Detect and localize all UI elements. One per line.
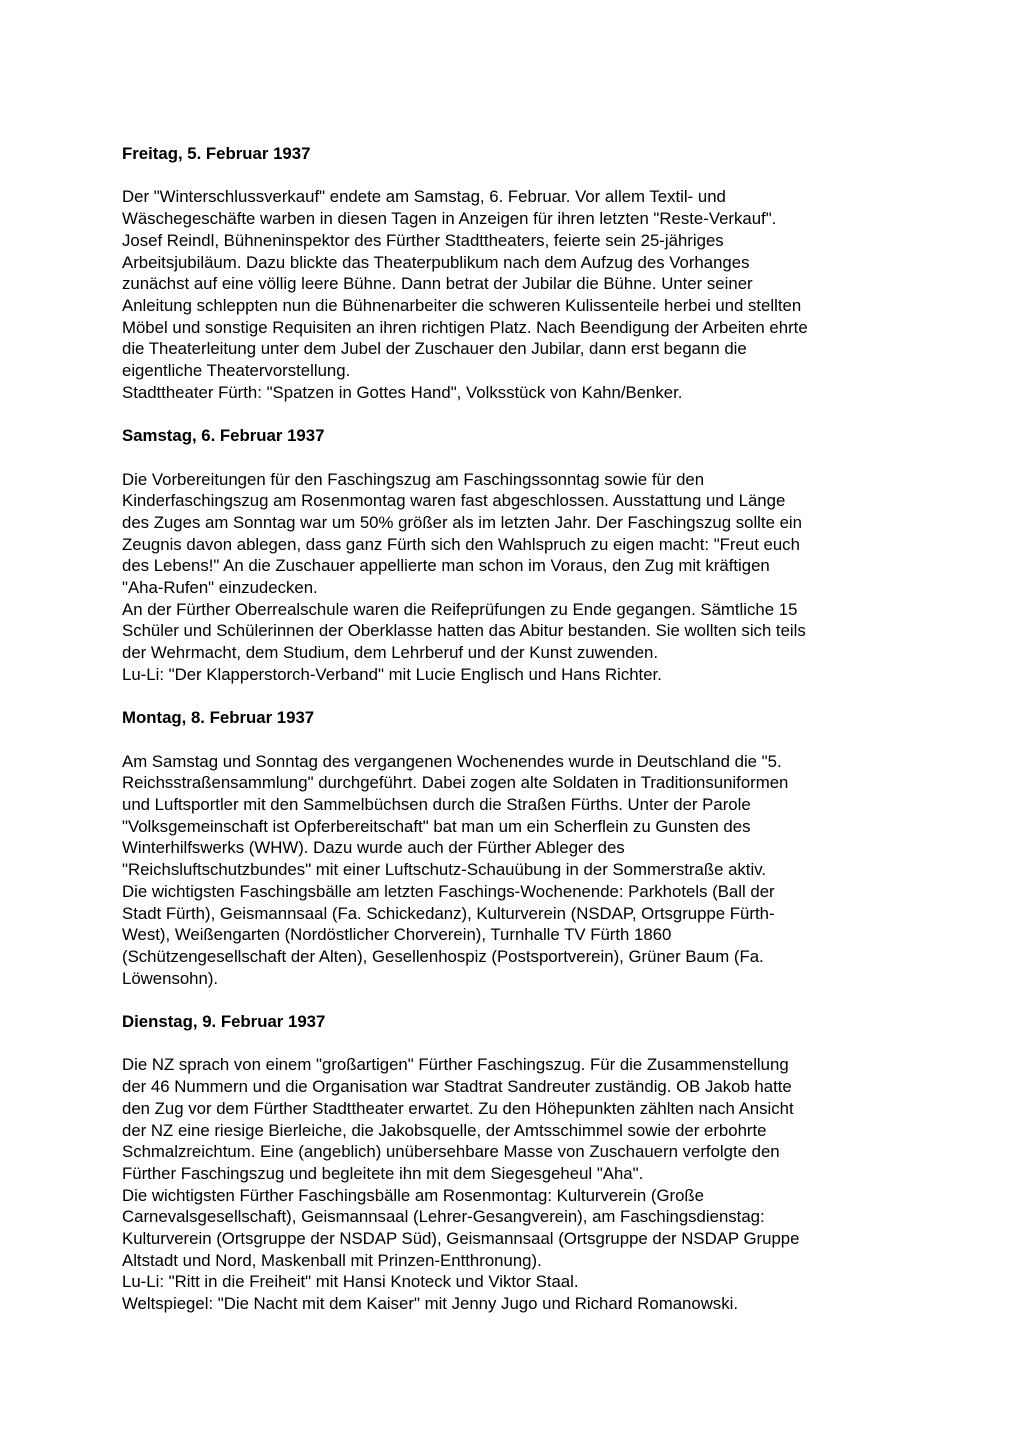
entry-heading: Freitag, 5. Februar 1937	[122, 144, 311, 163]
text-line: Schmalzreichtum. Eine (angeblich) unübersehbare Masse von Zuschauern verfolgte den	[122, 1142, 780, 1162]
entry-section	[122, 1011, 922, 1315]
text-line: und Luftsportler mit den Sammelbüchsen durch die Straßen Fürths. Unter der Parole	[122, 795, 751, 815]
text-line: Altstadt und Nord, Maskenball mit Prinzen-Entthronung).	[122, 1250, 542, 1270]
text-line: Fürther Faschingszug und begleitete ihn mit dem Siegesgeheul "Aha".	[122, 1163, 644, 1183]
text-line: Der "Winterschlussverkauf" endete am Samstag, 6. Februar. Vor allem Textil- und	[122, 187, 726, 207]
text-line: Josef Reindl, Bühneninspektor des Fürther Stadttheaters, feierte sein 25-jähriges	[122, 230, 724, 250]
text-line: des Lebens!" An die Zuschauer appellierte man schon im Voraus, den Zug mit kräftigen	[122, 556, 770, 576]
text-line: Die NZ sprach von einem "großartigen" Fürther Faschingszug. Für die Zusammenstellung	[122, 1055, 789, 1075]
entry-body	[122, 1054, 922, 1314]
text-line: Möbel und sonstige Requisiten an ihren richtigen Platz. Nach Beendigung der Arbeiten ehrte	[122, 317, 808, 337]
text-line: die Theaterleitung unter dem Jubel der Zuschauer den Jubilar, dann erst begann die	[122, 339, 747, 359]
text-line: West), Weißengarten (Nordöstlicher Chorverein), Turnhalle TV Fürth 1860	[122, 925, 672, 945]
text-line: Lu-Li: "Der Klapperstorch-Verband" mit Lucie Englisch und Hans Richter.	[122, 664, 662, 684]
text-line: "Volksgemeinschaft ist Opferbereitschaft" bat man um ein Scherflein zu Gunsten des	[122, 816, 751, 836]
text-line: Die wichtigsten Fürther Faschingsbälle am Rosenmontag: Kulturverein (Große	[122, 1185, 705, 1205]
text-line: Reichsstraßensammlung" durchgeführt. Dabei zogen alte Soldaten in Traditionsuniformen	[122, 773, 789, 793]
text-line: Zeugnis davon ablegen, dass ganz Fürth sich den Wahlspruch zu eigen macht: "Freut euch	[122, 534, 800, 554]
text-line: der Wehrmacht, dem Studium, dem Lehrberuf und der Kunst zuwenden.	[122, 643, 659, 663]
text-line: (Schützengesellschaft der Alten), Gesellenhospiz (Postsportverein), Grüner Baum (Fa.	[122, 946, 764, 966]
text-line: Stadt Fürth), Geismannsaal (Fa. Schickedanz), Kulturverein (NSDAP, Ortsgruppe Fürth-	[122, 903, 775, 923]
text-line: Am Samstag und Sonntag des vergangenen Wochenendes wurde in Deutschland die "5.	[122, 751, 782, 771]
text-line: Schüler und Schülerinnen der Oberklasse hatten das Abitur bestanden. Sie wollten sich teils	[122, 621, 806, 641]
entry-section	[122, 707, 922, 989]
text-line: An der Fürther Oberrealschule waren die Reifeprüfungen zu Ende gegangen. Sämtliche 15	[122, 599, 798, 619]
text-line: Carnevalsgesellschaft), Geismannsaal (Lehrer-Gesangverein), am Faschingsdienstag:	[122, 1207, 765, 1227]
text-line: Weltspiegel: "Die Nacht mit dem Kaiser" mit Jenny Jugo und Richard Romanowski.	[122, 1294, 738, 1314]
entry-body	[122, 751, 922, 990]
entry-section	[122, 143, 922, 403]
text-line: Winterhilfswerks (WHW). Dazu wurde auch der Fürther Ableger des	[122, 838, 625, 858]
entry-heading: Dienstag, 9. Februar 1937	[122, 1012, 326, 1032]
text-line: "Reichsluftschutzbundes" mit einer Luftschutz-Schauübung in der Sommerstraße aktiv.	[122, 860, 766, 880]
text-line: der 46 Nummern und die Organisation war Stadtrat Sandreuter zuständig. OB Jakob hatte	[122, 1077, 792, 1097]
text-line: Wäschegeschäfte warben in diesen Tagen in Anzeigen für ihren letzten "Reste-Verkauf".	[122, 209, 777, 229]
text-line: Kinderfaschingszug am Rosenmontag waren fast abgeschlossen. Ausstattung und Länge	[122, 491, 786, 511]
text-line: Arbeitsjubiläum. Dazu blickte das Theaterpublikum nach dem Aufzug des Vorhanges	[122, 252, 750, 272]
text-line: Lu-Li: "Ritt in die Freiheit" mit Hansi Knoteck und Viktor Staal.	[122, 1272, 579, 1292]
text-line: Die wichtigsten Faschingsbälle am letzten Faschings-Wochenende: Parkhotels (Ball der	[122, 881, 775, 901]
text-line: Die Vorbereitungen für den Faschingszug am Faschingssonntag sowie für den	[122, 469, 705, 489]
text-line: den Zug vor dem Fürther Stadttheater erwartet. Zu den Höhepunkten zählten nach Ansicht	[122, 1098, 794, 1118]
text-line: Löwensohn).	[122, 968, 219, 988]
entry-heading: Montag, 8. Februar 1937	[122, 708, 315, 728]
document-content	[122, 143, 922, 1337]
entry-body	[122, 186, 922, 403]
text-line: Anleitung schleppten nun die Bühnenarbeiter die schweren Kulissenteile herbei und stellten	[122, 295, 802, 315]
entry-section	[122, 425, 922, 685]
text-line: der NZ eine riesige Bierleiche, die Jakobsquelle, der Amtsschimmel sowie der erbohrte	[122, 1120, 767, 1140]
entry-heading: Samstag, 6. Februar 1937	[122, 426, 325, 446]
text-line: des Zuges am Sonntag war um 50% größer als im letzten Jahr. Der Faschingszug sollte ein	[122, 512, 802, 532]
entry-body	[122, 469, 922, 686]
text-line: "Aha-Rufen" einzudecken.	[122, 578, 318, 598]
text-line: zunächst auf eine völlig leere Bühne. Dann betrat der Jubilar die Bühne. Unter seiner	[122, 274, 753, 294]
text-line: eigentliche Theatervorstellung.	[122, 361, 351, 381]
text-line: Kulturverein (Ortsgruppe der NSDAP Süd), Geismannsaal (Ortsgruppe der NSDAP Gruppe	[122, 1229, 800, 1249]
text-line: Stadttheater Fürth: "Spatzen in Gottes Hand", Volksstück von Kahn/Benker.	[122, 382, 683, 402]
